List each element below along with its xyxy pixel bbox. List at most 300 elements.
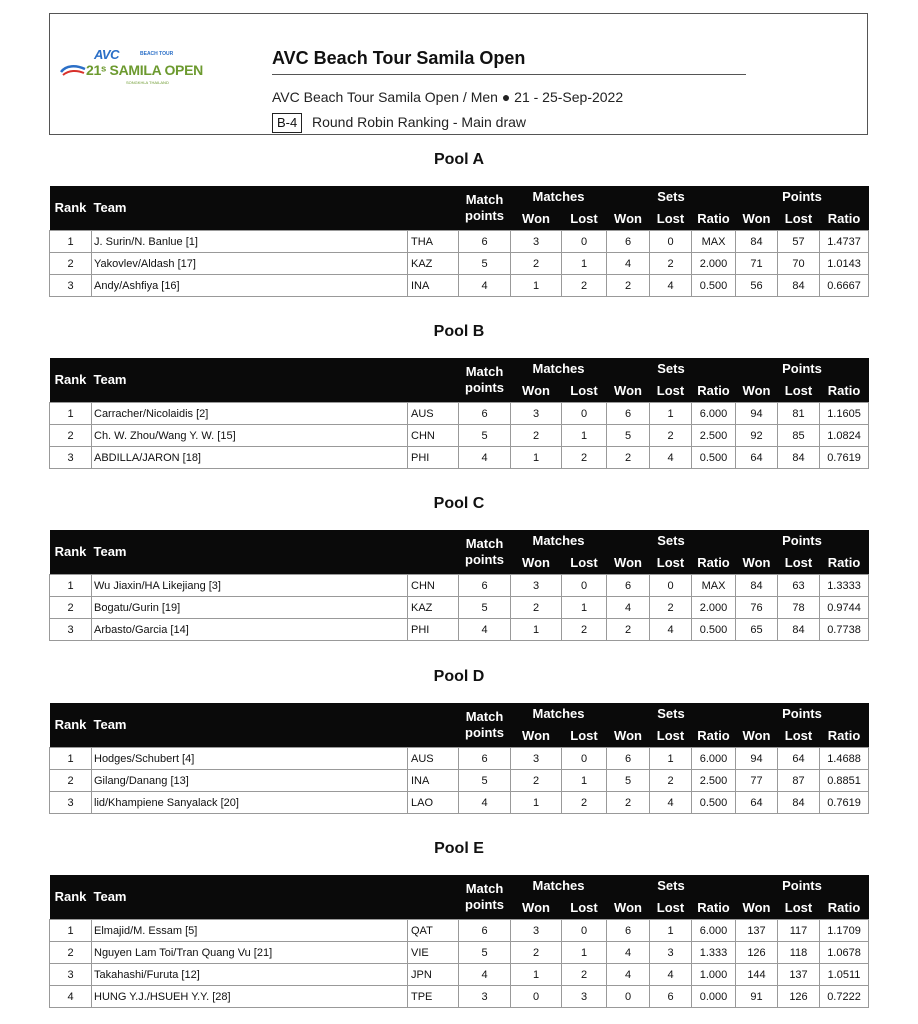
points-header: Points [736, 875, 869, 897]
points-ratio-cell: 0.9744 [820, 597, 869, 619]
sets-won-header: Won [607, 380, 650, 403]
matches-lost-header: Lost [562, 380, 607, 403]
points-won-cell: 94 [736, 403, 778, 425]
points-won-header: Won [736, 725, 778, 748]
match-points-cell: 5 [459, 253, 511, 275]
points-ratio-cell: 0.8851 [820, 770, 869, 792]
sets-header: Sets [607, 358, 736, 380]
team-cell: HUNG Y.J./HSUEH Y.Y. [28] [92, 986, 408, 1008]
rank-cell: 1 [50, 575, 92, 597]
points-ratio-cell: 0.7619 [820, 792, 869, 814]
match-points-cell: 5 [459, 942, 511, 964]
table-row [50, 792, 869, 814]
points-ratio-cell: 1.1605 [820, 403, 869, 425]
points-won-cell: 76 [736, 597, 778, 619]
match-points-header-line2: points [465, 897, 504, 912]
points-ratio-cell: 1.4737 [820, 231, 869, 253]
sets-lost-cell: 2 [650, 597, 692, 619]
matches-lost-cell: 1 [562, 597, 607, 619]
sets-won-cell: 2 [607, 619, 650, 641]
points-lost-cell: 85 [778, 425, 820, 447]
matches-lost-header: Lost [562, 208, 607, 231]
table-row [50, 964, 869, 986]
sets-header: Sets [607, 703, 736, 725]
sets-header: Sets [607, 875, 736, 897]
matches-lost-cell: 2 [562, 964, 607, 986]
points-lost-header: Lost [778, 208, 820, 231]
pool-title: Pool D [433, 668, 485, 685]
rank-cell: 1 [50, 231, 92, 253]
federation-cell: JPN [408, 964, 459, 986]
rank-cell: 2 [50, 253, 92, 275]
pool-title: Pool E [434, 840, 484, 857]
points-ratio-cell: 0.7619 [820, 447, 869, 469]
points-won-cell: 64 [736, 447, 778, 469]
table-row [50, 275, 869, 297]
points-won-cell: 84 [736, 231, 778, 253]
table-row [50, 447, 869, 469]
pool-title: Pool C [433, 495, 485, 512]
match-points-header-line2: points [465, 380, 504, 395]
sets-ratio-cell: 1.333 [692, 942, 736, 964]
sets-lost-cell: 0 [650, 231, 692, 253]
sets-ratio-cell: 0.500 [692, 447, 736, 469]
logo-brand: AVC [94, 47, 119, 62]
sets-won-cell: 6 [607, 920, 650, 942]
points-ratio-header: Ratio [820, 380, 869, 403]
federation-cell: KAZ [408, 253, 459, 275]
match-points-header-line2: points [465, 725, 504, 740]
matches-won-cell: 1 [511, 275, 562, 297]
team-header: Team [92, 703, 459, 748]
rank-cell: 1 [50, 748, 92, 770]
federation-cell: CHN [408, 425, 459, 447]
sets-won-cell: 4 [607, 964, 650, 986]
rank-cell: 2 [50, 942, 92, 964]
points-ratio-cell: 1.3333 [820, 575, 869, 597]
sets-lost-header: Lost [650, 897, 692, 920]
sets-lost-cell: 0 [650, 575, 692, 597]
rank-header: Rank [50, 530, 92, 575]
matches-lost-cell: 1 [562, 253, 607, 275]
matches-lost-header: Lost [562, 725, 607, 748]
rank-header: Rank [50, 186, 92, 231]
match-points-cell: 6 [459, 403, 511, 425]
sets-ratio-cell: MAX [692, 575, 736, 597]
sets-header: Sets [607, 530, 736, 552]
logo-brand-sub: BEACH TOUR [140, 51, 174, 57]
team-cell: Yakovlev/Aldash [17] [92, 253, 408, 275]
sets-ratio-header: Ratio [692, 897, 736, 920]
sets-lost-cell: 3 [650, 942, 692, 964]
points-ratio-cell: 0.7222 [820, 986, 869, 1008]
sets-won-cell: 6 [607, 403, 650, 425]
sets-won-cell: 4 [607, 597, 650, 619]
matches-header: Matches [511, 875, 607, 897]
points-lost-header: Lost [778, 725, 820, 748]
sets-lost-cell: 1 [650, 403, 692, 425]
sets-lost-cell: 4 [650, 964, 692, 986]
team-cell: Elmajid/M. Essam [5] [92, 920, 408, 942]
pool-ranking-table [49, 186, 869, 297]
document-title: Round Robin Ranking - Main draw [312, 114, 526, 130]
rank-cell: 4 [50, 986, 92, 1008]
team-cell: lid/Khampiene Sanyalack [20] [92, 792, 408, 814]
page-title: AVC Beach Tour Samila Open [272, 48, 526, 68]
table-row [50, 920, 869, 942]
match-points-header [459, 186, 511, 231]
rank-cell: 1 [50, 403, 92, 425]
sets-won-cell: 2 [607, 792, 650, 814]
matches-lost-cell: 2 [562, 619, 607, 641]
sets-lost-cell: 2 [650, 770, 692, 792]
team-cell: ABDILLA/JARON [18] [92, 447, 408, 469]
pool-ranking-table [49, 875, 869, 1008]
sets-won-cell: 6 [607, 231, 650, 253]
points-ratio-cell: 1.1709 [820, 920, 869, 942]
rank-cell: 3 [50, 792, 92, 814]
table-row [50, 425, 869, 447]
federation-cell: LAO [408, 792, 459, 814]
pool-ranking-table [49, 358, 869, 469]
federation-cell: INA [408, 275, 459, 297]
sets-won-cell: 2 [607, 275, 650, 297]
matches-lost-header: Lost [562, 552, 607, 575]
team-cell: Carracher/Nicolaidis [2] [92, 403, 408, 425]
points-header: Points [736, 703, 869, 725]
matches-lost-cell: 1 [562, 942, 607, 964]
federation-cell: TPE [408, 986, 459, 1008]
match-points-header-line1: Match [465, 536, 504, 551]
team-cell: Bogatu/Gurin [19] [92, 597, 408, 619]
event-logo [60, 47, 203, 87]
team-header: Team [92, 530, 459, 575]
points-lost-cell: 118 [778, 942, 820, 964]
logo-event-name: 21ˢ SAMILA OPEN [86, 62, 203, 78]
match-points-header-line1: Match [465, 709, 504, 724]
sets-won-cell: 4 [607, 253, 650, 275]
matches-won-header: Won [511, 208, 562, 231]
match-points-header-line1: Match [465, 881, 504, 896]
sets-won-header: Won [607, 208, 650, 231]
team-header: Team [92, 358, 459, 403]
points-won-cell: 137 [736, 920, 778, 942]
sets-lost-cell: 2 [650, 425, 692, 447]
matches-won-cell: 1 [511, 964, 562, 986]
points-ratio-cell: 0.7738 [820, 619, 869, 641]
matches-won-cell: 3 [511, 748, 562, 770]
points-lost-cell: 117 [778, 920, 820, 942]
points-won-cell: 71 [736, 253, 778, 275]
team-cell: Arbasto/Garcia [14] [92, 619, 408, 641]
sets-ratio-cell: 2.500 [692, 425, 736, 447]
matches-won-cell: 2 [511, 770, 562, 792]
sets-lost-header: Lost [650, 725, 692, 748]
points-header: Points [736, 358, 869, 380]
matches-won-cell: 3 [511, 231, 562, 253]
match-points-header-line1: Match [465, 192, 504, 207]
sets-ratio-header: Ratio [692, 380, 736, 403]
points-won-cell: 65 [736, 619, 778, 641]
match-points-cell: 4 [459, 619, 511, 641]
points-won-cell: 77 [736, 770, 778, 792]
points-ratio-cell: 1.0511 [820, 964, 869, 986]
sets-won-header: Won [607, 552, 650, 575]
points-won-cell: 92 [736, 425, 778, 447]
points-ratio-header: Ratio [820, 552, 869, 575]
matches-lost-cell: 2 [562, 792, 607, 814]
team-cell: Nguyen Lam Toi/Tran Quang Vu [21] [92, 942, 408, 964]
table-row [50, 597, 869, 619]
matches-header: Matches [511, 186, 607, 208]
title-divider [272, 74, 746, 75]
rank-header: Rank [50, 703, 92, 748]
table-row [50, 619, 869, 641]
sets-won-cell: 2 [607, 447, 650, 469]
match-points-cell: 5 [459, 597, 511, 619]
sets-won-cell: 5 [607, 770, 650, 792]
points-won-cell: 126 [736, 942, 778, 964]
matches-lost-cell: 2 [562, 275, 607, 297]
pool-ranking-table [49, 530, 869, 641]
matches-won-header: Won [511, 552, 562, 575]
points-ratio-header: Ratio [820, 208, 869, 231]
points-lost-cell: 84 [778, 275, 820, 297]
match-points-cell: 5 [459, 425, 511, 447]
sets-ratio-cell: 0.500 [692, 275, 736, 297]
matches-lost-cell: 0 [562, 575, 607, 597]
points-lost-cell: 64 [778, 748, 820, 770]
points-ratio-cell: 1.0143 [820, 253, 869, 275]
federation-cell: PHI [408, 619, 459, 641]
sets-lost-header: Lost [650, 380, 692, 403]
sets-won-cell: 6 [607, 575, 650, 597]
sets-lost-cell: 4 [650, 619, 692, 641]
team-cell: Wu Jiaxin/HA Likejiang [3] [92, 575, 408, 597]
match-points-header [459, 530, 511, 575]
match-points-header-line2: points [465, 552, 504, 567]
matches-lost-header: Lost [562, 897, 607, 920]
sets-ratio-cell: 2.500 [692, 770, 736, 792]
points-ratio-header: Ratio [820, 897, 869, 920]
rank-cell: 2 [50, 770, 92, 792]
points-won-cell: 84 [736, 575, 778, 597]
rank-cell: 2 [50, 597, 92, 619]
points-lost-cell: 78 [778, 597, 820, 619]
sets-ratio-cell: 2.000 [692, 597, 736, 619]
sets-ratio-header: Ratio [692, 725, 736, 748]
sets-won-cell: 4 [607, 942, 650, 964]
federation-cell: KAZ [408, 597, 459, 619]
points-ratio-cell: 1.0678 [820, 942, 869, 964]
sets-won-header: Won [607, 897, 650, 920]
points-won-header: Won [736, 380, 778, 403]
match-points-cell: 5 [459, 770, 511, 792]
logo-location: SONGKHLA THAILAND [126, 80, 169, 85]
points-lost-cell: 87 [778, 770, 820, 792]
table-row [50, 770, 869, 792]
matches-header: Matches [511, 530, 607, 552]
table-row [50, 403, 869, 425]
table-row [50, 253, 869, 275]
points-won-header: Won [736, 552, 778, 575]
points-header: Points [736, 530, 869, 552]
points-won-cell: 91 [736, 986, 778, 1008]
match-points-header-line2: points [465, 208, 504, 223]
sets-ratio-cell: 0.500 [692, 792, 736, 814]
match-points-cell: 3 [459, 986, 511, 1008]
sets-ratio-cell: 0.500 [692, 619, 736, 641]
rank-cell: 3 [50, 964, 92, 986]
points-won-cell: 56 [736, 275, 778, 297]
rank-header: Rank [50, 358, 92, 403]
points-lost-cell: 126 [778, 986, 820, 1008]
team-cell: Andy/Ashfiya [16] [92, 275, 408, 297]
matches-won-cell: 2 [511, 942, 562, 964]
matches-won-cell: 3 [511, 575, 562, 597]
match-points-cell: 4 [459, 447, 511, 469]
federation-cell: QAT [408, 920, 459, 942]
sets-ratio-cell: 0.000 [692, 986, 736, 1008]
sets-lost-cell: 4 [650, 447, 692, 469]
matches-header: Matches [511, 703, 607, 725]
match-points-cell: 4 [459, 964, 511, 986]
sets-ratio-cell: 6.000 [692, 403, 736, 425]
sets-lost-cell: 6 [650, 986, 692, 1008]
points-lost-header: Lost [778, 552, 820, 575]
points-lost-cell: 57 [778, 231, 820, 253]
matches-lost-cell: 3 [562, 986, 607, 1008]
team-cell: Ch. W. Zhou/Wang Y. W. [15] [92, 425, 408, 447]
table-row [50, 575, 869, 597]
team-header: Team [92, 875, 459, 920]
team-cell: Takahashi/Furuta [12] [92, 964, 408, 986]
rank-cell: 2 [50, 425, 92, 447]
points-lost-cell: 84 [778, 619, 820, 641]
points-lost-header: Lost [778, 897, 820, 920]
team-header: Team [92, 186, 459, 231]
match-points-header [459, 358, 511, 403]
sets-ratio-cell: MAX [692, 231, 736, 253]
federation-cell: AUS [408, 403, 459, 425]
federation-cell: INA [408, 770, 459, 792]
team-cell: Hodges/Schubert [4] [92, 748, 408, 770]
matches-header: Matches [511, 358, 607, 380]
matches-lost-cell: 0 [562, 920, 607, 942]
rank-cell: 1 [50, 920, 92, 942]
federation-cell: AUS [408, 748, 459, 770]
team-cell: Gilang/Danang [13] [92, 770, 408, 792]
points-won-header: Won [736, 897, 778, 920]
match-points-cell: 6 [459, 920, 511, 942]
sets-lost-header: Lost [650, 208, 692, 231]
table-row [50, 942, 869, 964]
sets-won-cell: 6 [607, 748, 650, 770]
points-ratio-cell: 0.6667 [820, 275, 869, 297]
sets-lost-cell: 1 [650, 748, 692, 770]
sets-header: Sets [607, 186, 736, 208]
points-won-cell: 144 [736, 964, 778, 986]
matches-won-header: Won [511, 725, 562, 748]
sets-won-cell: 0 [607, 986, 650, 1008]
points-lost-cell: 63 [778, 575, 820, 597]
sets-ratio-header: Ratio [692, 208, 736, 231]
match-points-cell: 6 [459, 748, 511, 770]
matches-won-header: Won [511, 380, 562, 403]
matches-won-header: Won [511, 897, 562, 920]
sets-lost-cell: 1 [650, 920, 692, 942]
points-ratio-header: Ratio [820, 725, 869, 748]
sets-lost-header: Lost [650, 552, 692, 575]
sets-lost-cell: 4 [650, 792, 692, 814]
rank-cell: 3 [50, 275, 92, 297]
document-code-badge: B-4 [272, 113, 302, 133]
sets-won-header: Won [607, 725, 650, 748]
points-lost-cell: 70 [778, 253, 820, 275]
points-ratio-cell: 1.0824 [820, 425, 869, 447]
match-points-cell: 4 [459, 275, 511, 297]
rank-cell: 3 [50, 447, 92, 469]
rank-cell: 3 [50, 619, 92, 641]
pool-title: Pool A [433, 151, 485, 168]
table-row [50, 748, 869, 770]
federation-cell: CHN [408, 575, 459, 597]
federation-cell: THA [408, 231, 459, 253]
matches-won-cell: 2 [511, 253, 562, 275]
pool-ranking-table [49, 703, 869, 814]
team-cell: J. Surin/N. Banlue [1] [92, 231, 408, 253]
sets-ratio-cell: 6.000 [692, 920, 736, 942]
sets-won-cell: 5 [607, 425, 650, 447]
points-won-cell: 64 [736, 792, 778, 814]
points-lost-cell: 137 [778, 964, 820, 986]
sets-ratio-cell: 1.000 [692, 964, 736, 986]
points-lost-cell: 81 [778, 403, 820, 425]
points-ratio-cell: 1.4688 [820, 748, 869, 770]
matches-won-cell: 0 [511, 986, 562, 1008]
match-points-header [459, 875, 511, 920]
event-subtitle: AVC Beach Tour Samila Open / Men ● 21 - 25-Sep-2022 [272, 89, 624, 105]
points-lost-cell: 84 [778, 792, 820, 814]
matches-won-cell: 3 [511, 403, 562, 425]
points-won-cell: 94 [736, 748, 778, 770]
logo-swoosh-icon [60, 63, 86, 77]
matches-lost-cell: 0 [562, 231, 607, 253]
federation-cell: VIE [408, 942, 459, 964]
points-header: Points [736, 186, 869, 208]
matches-lost-cell: 0 [562, 748, 607, 770]
matches-lost-cell: 1 [562, 425, 607, 447]
points-lost-header: Lost [778, 380, 820, 403]
points-lost-cell: 84 [778, 447, 820, 469]
sets-ratio-cell: 2.000 [692, 253, 736, 275]
matches-won-cell: 2 [511, 425, 562, 447]
sets-lost-cell: 4 [650, 275, 692, 297]
document-header [49, 13, 868, 135]
federation-cell: PHI [408, 447, 459, 469]
sets-ratio-cell: 6.000 [692, 748, 736, 770]
matches-won-cell: 2 [511, 597, 562, 619]
match-points-cell: 4 [459, 792, 511, 814]
table-row [50, 986, 869, 1008]
matches-won-cell: 1 [511, 447, 562, 469]
matches-lost-cell: 1 [562, 770, 607, 792]
pool-title: Pool B [433, 323, 485, 340]
points-won-header: Won [736, 208, 778, 231]
sets-lost-cell: 2 [650, 253, 692, 275]
sets-ratio-header: Ratio [692, 552, 736, 575]
table-row [50, 231, 869, 253]
